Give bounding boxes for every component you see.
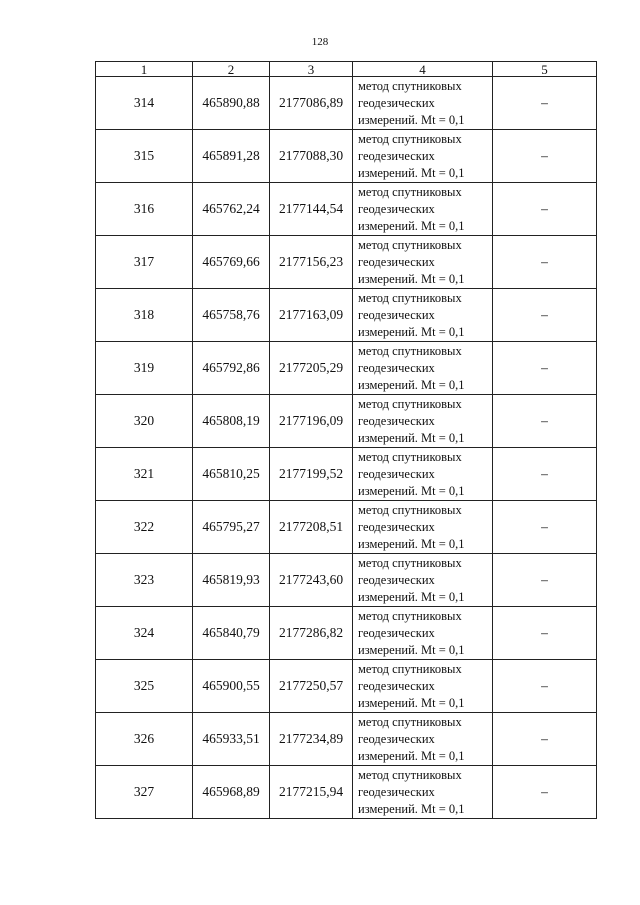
point-number-cell: 321 bbox=[96, 448, 193, 501]
table-row bbox=[96, 236, 597, 289]
method-cell bbox=[353, 660, 493, 713]
method-text-line: метод спутниковых bbox=[358, 396, 462, 411]
table-row bbox=[96, 554, 597, 607]
column-header-3: 3 bbox=[270, 62, 353, 77]
x-coordinate-cell: 465810,25 bbox=[193, 448, 270, 501]
method-text-line: метод спутниковых bbox=[358, 608, 462, 623]
y-coordinate-cell: 2177286,82 bbox=[270, 607, 353, 660]
method-cell bbox=[353, 713, 493, 766]
method-text-line: геодезических bbox=[358, 466, 435, 481]
method-text-line: метод спутниковых bbox=[358, 237, 462, 252]
column-header-4: 4 bbox=[353, 62, 493, 77]
method-cell bbox=[353, 448, 493, 501]
point-number-cell: 315 bbox=[96, 130, 193, 183]
method-text-line: метод спутниковых bbox=[358, 131, 462, 146]
method-text-line: метод спутниковых bbox=[358, 343, 462, 358]
method-cell bbox=[353, 766, 493, 819]
method-text-line: геодезических bbox=[358, 307, 435, 322]
table-row bbox=[96, 660, 597, 713]
method-text-line: метод спутниковых bbox=[358, 449, 462, 464]
y-coordinate-cell: 2177199,52 bbox=[270, 448, 353, 501]
x-coordinate-cell: 465840,79 bbox=[193, 607, 270, 660]
table-row bbox=[96, 766, 597, 819]
method-text-line: измерений. Mt = 0,1 bbox=[358, 801, 465, 816]
note-cell: – bbox=[493, 554, 597, 607]
method-text-line: метод спутниковых bbox=[358, 290, 462, 305]
table-row bbox=[96, 607, 597, 660]
method-cell bbox=[353, 183, 493, 236]
y-coordinate-cell: 2177088,30 bbox=[270, 130, 353, 183]
x-coordinate-cell: 465891,28 bbox=[193, 130, 270, 183]
point-number-cell: 322 bbox=[96, 501, 193, 554]
method-cell bbox=[353, 77, 493, 130]
method-text-line: геодезических bbox=[358, 95, 435, 110]
note-cell: – bbox=[493, 77, 597, 130]
table-row bbox=[96, 395, 597, 448]
x-coordinate-cell: 465933,51 bbox=[193, 713, 270, 766]
method-text-line: метод спутниковых bbox=[358, 661, 462, 676]
x-coordinate-cell: 465968,89 bbox=[193, 766, 270, 819]
method-cell bbox=[353, 342, 493, 395]
point-number-cell: 320 bbox=[96, 395, 193, 448]
point-number-cell: 318 bbox=[96, 289, 193, 342]
method-text-line: метод спутниковых bbox=[358, 714, 462, 729]
note-cell: – bbox=[493, 342, 597, 395]
point-number-cell: 323 bbox=[96, 554, 193, 607]
method-cell bbox=[353, 607, 493, 660]
x-coordinate-cell: 465808,19 bbox=[193, 395, 270, 448]
note-cell: – bbox=[493, 448, 597, 501]
y-coordinate-cell: 2177144,54 bbox=[270, 183, 353, 236]
method-text-line: измерений. Mt = 0,1 bbox=[358, 430, 465, 445]
method-text-line: геодезических bbox=[358, 784, 435, 799]
x-coordinate-cell: 465900,55 bbox=[193, 660, 270, 713]
table-body bbox=[96, 77, 597, 819]
method-text-line: измерений. Mt = 0,1 bbox=[358, 589, 465, 604]
point-number-cell: 316 bbox=[96, 183, 193, 236]
y-coordinate-cell: 2177086,89 bbox=[270, 77, 353, 130]
y-coordinate-cell: 2177208,51 bbox=[270, 501, 353, 554]
y-coordinate-cell: 2177156,23 bbox=[270, 236, 353, 289]
method-text-line: геодезических bbox=[358, 572, 435, 587]
method-text-line: геодезических bbox=[358, 201, 435, 216]
y-coordinate-cell: 2177205,29 bbox=[270, 342, 353, 395]
method-text-line: измерений. Mt = 0,1 bbox=[358, 642, 465, 657]
note-cell: – bbox=[493, 501, 597, 554]
point-number-cell: 324 bbox=[96, 607, 193, 660]
table-row bbox=[96, 713, 597, 766]
method-text-line: геодезических bbox=[358, 519, 435, 534]
note-cell: – bbox=[493, 130, 597, 183]
method-text-line: измерений. Mt = 0,1 bbox=[358, 324, 465, 339]
note-cell: – bbox=[493, 766, 597, 819]
method-text-line: измерений. Mt = 0,1 bbox=[358, 218, 465, 233]
method-text-line: геодезических bbox=[358, 413, 435, 428]
note-cell: – bbox=[493, 395, 597, 448]
x-coordinate-cell: 465819,93 bbox=[193, 554, 270, 607]
table-row bbox=[96, 501, 597, 554]
y-coordinate-cell: 2177163,09 bbox=[270, 289, 353, 342]
method-text-line: метод спутниковых bbox=[358, 184, 462, 199]
note-cell: – bbox=[493, 236, 597, 289]
page-number: 128 bbox=[311, 36, 329, 48]
method-text-line: метод спутниковых bbox=[358, 502, 462, 517]
method-text-line: геодезических bbox=[358, 254, 435, 269]
note-cell: – bbox=[493, 713, 597, 766]
note-cell: – bbox=[493, 183, 597, 236]
method-cell bbox=[353, 395, 493, 448]
point-number-cell: 327 bbox=[96, 766, 193, 819]
method-text-line: измерений. Mt = 0,1 bbox=[358, 483, 465, 498]
method-text-line: измерений. Mt = 0,1 bbox=[358, 377, 465, 392]
x-coordinate-cell: 465795,27 bbox=[193, 501, 270, 554]
column-header-2: 2 bbox=[193, 62, 270, 77]
table-header-row bbox=[96, 62, 597, 77]
method-text-line: геодезических bbox=[358, 360, 435, 375]
note-cell: – bbox=[493, 289, 597, 342]
point-number-cell: 326 bbox=[96, 713, 193, 766]
method-cell bbox=[353, 130, 493, 183]
method-text-line: метод спутниковых bbox=[358, 555, 462, 570]
method-text-line: геодезических bbox=[358, 678, 435, 693]
method-text-line: метод спутниковых bbox=[358, 767, 462, 782]
method-text-line: метод спутниковых bbox=[358, 78, 462, 93]
coordinates-table bbox=[95, 61, 597, 819]
table-row bbox=[96, 183, 597, 236]
point-number-cell: 314 bbox=[96, 77, 193, 130]
x-coordinate-cell: 465890,88 bbox=[193, 77, 270, 130]
method-text-line: геодезических bbox=[358, 148, 435, 163]
table-row bbox=[96, 130, 597, 183]
method-text-line: геодезических bbox=[358, 731, 435, 746]
method-text-line: измерений. Mt = 0,1 bbox=[358, 112, 465, 127]
method-text-line: измерений. Mt = 0,1 bbox=[358, 165, 465, 180]
table-row bbox=[96, 342, 597, 395]
column-header-1: 1 bbox=[96, 62, 193, 77]
x-coordinate-cell: 465769,66 bbox=[193, 236, 270, 289]
method-text-line: измерений. Mt = 0,1 bbox=[358, 271, 465, 286]
method-cell bbox=[353, 289, 493, 342]
note-cell: – bbox=[493, 607, 597, 660]
column-header-5: 5 bbox=[493, 62, 597, 77]
point-number-cell: 317 bbox=[96, 236, 193, 289]
x-coordinate-cell: 465758,76 bbox=[193, 289, 270, 342]
method-text-line: геодезических bbox=[358, 625, 435, 640]
method-text-line: измерений. Mt = 0,1 bbox=[358, 536, 465, 551]
table-row bbox=[96, 448, 597, 501]
point-number-cell: 325 bbox=[96, 660, 193, 713]
table-row bbox=[96, 289, 597, 342]
table-row bbox=[96, 77, 597, 130]
x-coordinate-cell: 465762,24 bbox=[193, 183, 270, 236]
method-text-line: измерений. Mt = 0,1 bbox=[358, 695, 465, 710]
y-coordinate-cell: 2177250,57 bbox=[270, 660, 353, 713]
method-text-line: измерений. Mt = 0,1 bbox=[358, 748, 465, 763]
x-coordinate-cell: 465792,86 bbox=[193, 342, 270, 395]
method-cell bbox=[353, 501, 493, 554]
y-coordinate-cell: 2177243,60 bbox=[270, 554, 353, 607]
method-cell bbox=[353, 554, 493, 607]
point-number-cell: 319 bbox=[96, 342, 193, 395]
note-cell: – bbox=[493, 660, 597, 713]
y-coordinate-cell: 2177196,09 bbox=[270, 395, 353, 448]
y-coordinate-cell: 2177234,89 bbox=[270, 713, 353, 766]
y-coordinate-cell: 2177215,94 bbox=[270, 766, 353, 819]
method-cell bbox=[353, 236, 493, 289]
